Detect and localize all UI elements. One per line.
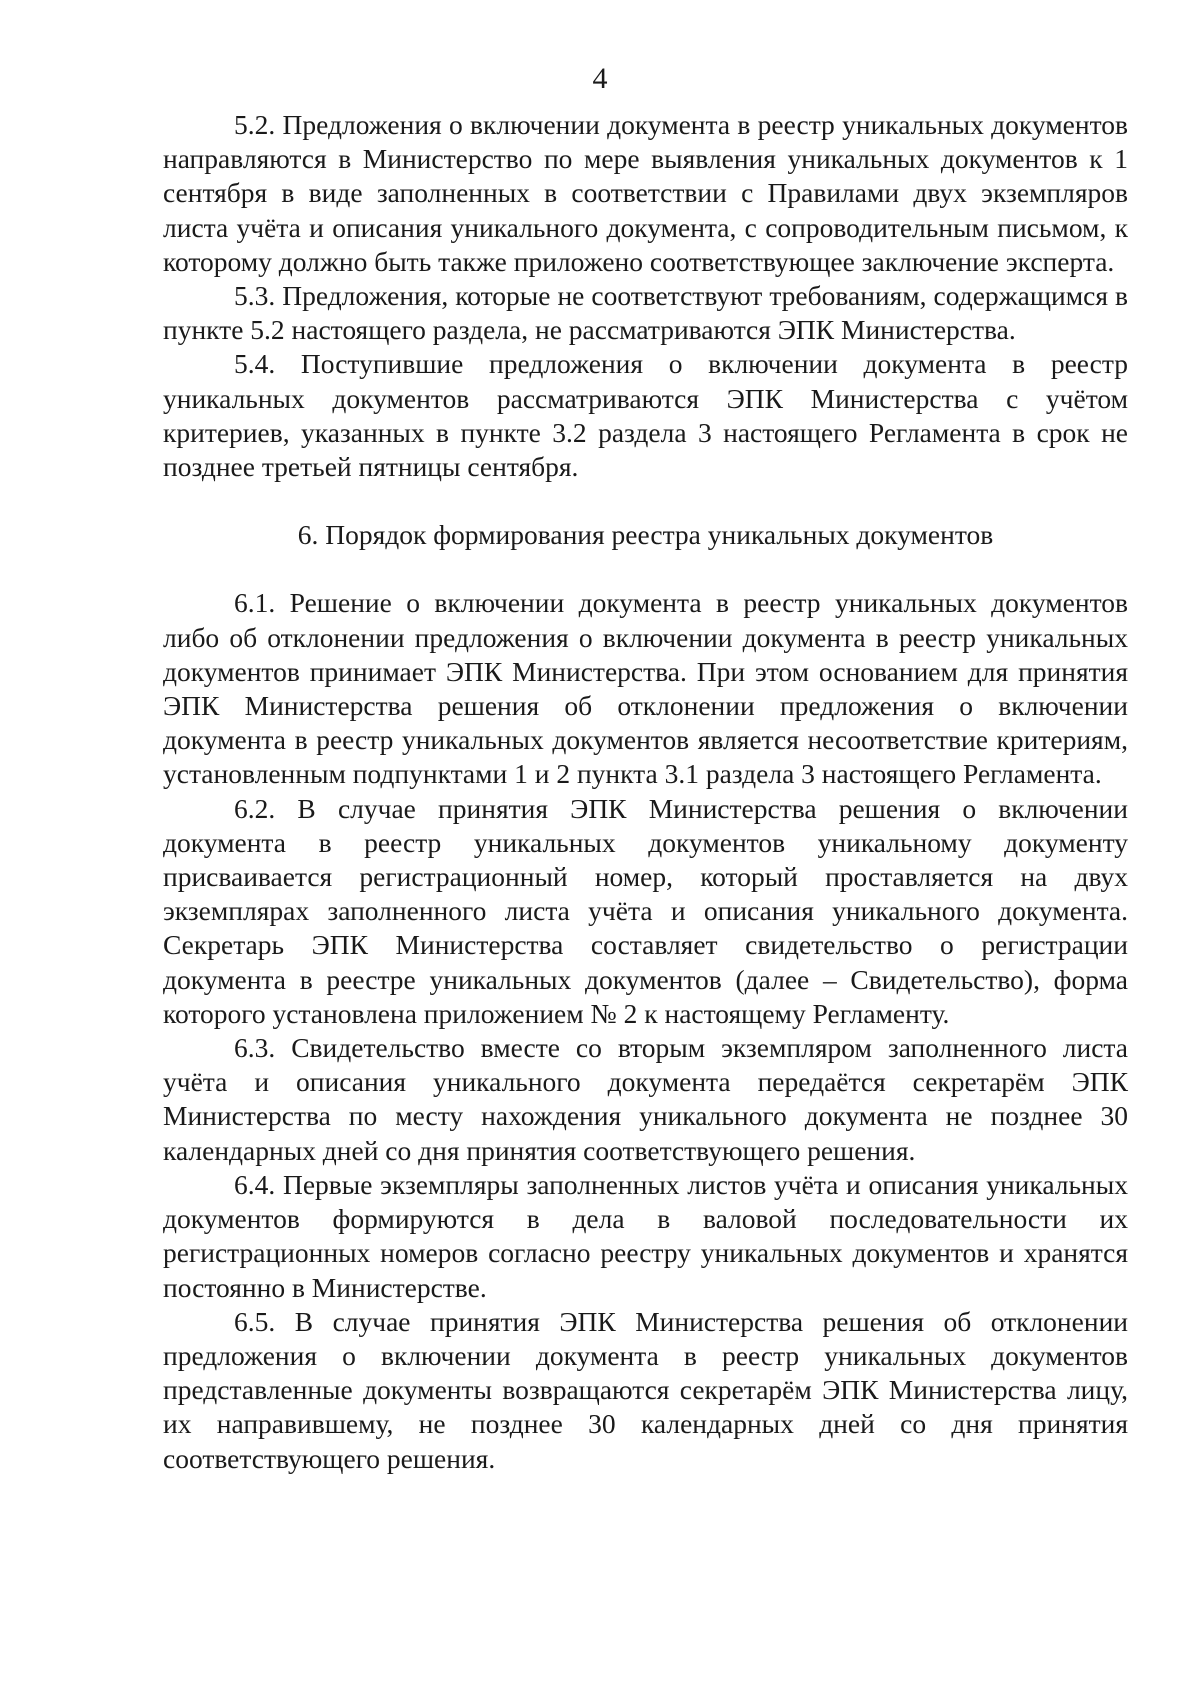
page-number: 4	[592, 62, 608, 95]
paragraph-6-4: 6.4. Первые экземпляры заполненных листов учёта и описания уникальных документов формируются в дела в валовой последовательности их регистрационных номеров согласно реестру уникальных документов и хранятся постоянно в Министерстве.	[163, 1168, 1128, 1303]
section-6	[163, 586, 1128, 1475]
document-body	[163, 108, 1128, 1476]
paragraph-6-5: 6.5. В случае принятия ЭПК Министерства решения об отклонении предложения о включении документа в реестр уникальных документов представленные документы возвращаются секретарём ЭПК Министерства лицу, их направившему, не позднее 30 календарных дней со дня принятия соответствующего решения.	[163, 1305, 1128, 1474]
paragraph-5-3: 5.3. Предложения, которые не соответствуют требованиям, содержащимся в пункте 5.2 настоящего раздела, не рассматриваются ЭПК Министерства.	[163, 280, 1128, 346]
paragraph-6-3: 6.3. Свидетельство вместе со вторым экземпляром заполненного листа учёта и описания уникального документа передаётся секретарём ЭПК Министерства по месту нахождения уникального документа не позднее 30 календарных дней со дня принятия соответствующего решения.	[163, 1032, 1128, 1166]
paragraph-6-2: 6.2. В случае принятия ЭПК Министерства решения о включении документа в реестр уникальных документов уникальному документу присваивается регистрационный номер, который проставляется на двух экземплярах заполненного листа учёта и описания уникального документа. Секретарь ЭПК Министерства составляет свидетельство о регистрации документа в реестре уникальных документов (далее – Свидетельство), форма которого установлена приложением № 2 к настоящему Регламенту.	[163, 792, 1128, 1029]
paragraph-6-1: 6.1. Решение о включении документа в реестр уникальных документов либо об отклонении предложения о включении документа в реестр уникальных документов принимает ЭПК Министерства. При этом основанием для принятия ЭПК Министерства решения об отклонении предложения о включении документа в реестр уникальных документов является несоответствие критериям, установленным подпунктами 1 и 2 пункта 3.1 раздела 3 настоящего Регламента.	[163, 587, 1128, 790]
paragraph-5-4: 5.4. Поступившие предложения о включении документа в реестр уникальных документов рассматриваются ЭПК Министерства с учётом критериев, указанных в пункте 3.2 раздела 3 настоящего Регламента в срок не позднее третьей пятницы сентября.	[163, 348, 1128, 483]
paragraph-5-2: 5.2. Предложения о включении документа в реестр уникальных документов направляются в Министерство по мере выявления уникальных документов к 1 сентября в виде заполненных в соответствии с Правилами двух экземпляров листа учёта и описания уникального документа, с сопроводительным письмом, к которому должно быть также приложено соответствующее заключение эксперта.	[163, 109, 1128, 277]
section-6-heading: 6. Порядок формирования реестра уникальных документов	[297, 519, 994, 551]
section-5	[163, 108, 1128, 484]
